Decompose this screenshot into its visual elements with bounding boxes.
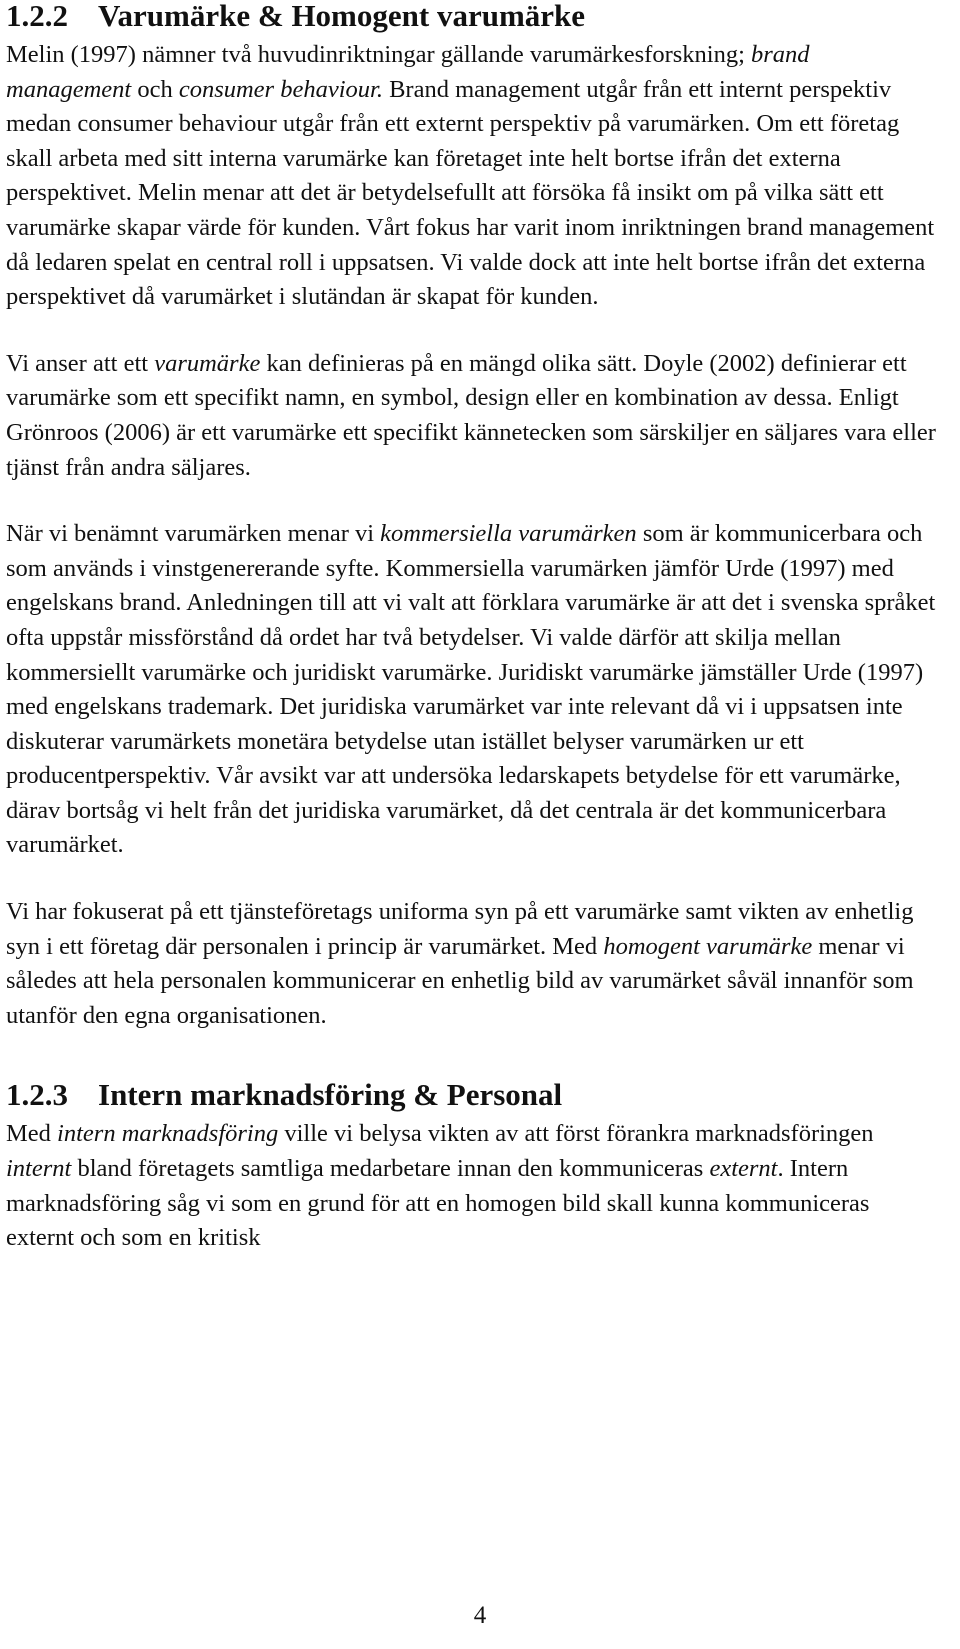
term-varumarke: varumärke (154, 349, 261, 377)
term-homogent-varumarke: homogent varumärke (603, 932, 813, 960)
section-title: Varumärke & Homogent varumärke (98, 0, 586, 33)
paragraph-brand-definition: Vi anser att ett varumärke kan definieras på en mängd olika sätt. Doyle (2002) definierar ett varumärke som ett specifikt namn, en symbol, design eller en kombination av dessa. Enligt Grönroos (2006) är ett varumärke ett specifikt kännetecken som särskiljer en säljares vara eller tjänst från andra säljares. (6, 349, 936, 481)
paragraph-brand-research: Melin (1997) nämner två huvudinriktningar gällande varumärkesforskning; brand management och consumer behaviour. Brand management utgår från ett internt perspektiv medan consumer behaviour utgår från ett externt perspektiv på varumärken. Om ett företag skall arbeta med sitt interna varumärke kan företaget inte helt bortse ifrån det externa perspektivet. Melin menar att det är betydelsefullt att försöka få insikt om på vilka sätt ett varumärke skapar värde för kunden. Vårt fokus har varit inom inriktningen brand management då ledaren spelat en central roll i uppsatsen. Vi valde dock att inte helt bortse ifrån det externa perspektivet då varumärket i slutändan är skapat för kunden. (6, 41, 935, 311)
section-title: Intern marknadsföring & Personal (98, 1077, 563, 1113)
term-internt: internt (6, 1155, 72, 1183)
section-number: 1.2.3 (6, 1077, 68, 1113)
paragraph-homogeneous-brand: Vi har fokuserat på ett tjänsteföretags uniforma syn på ett varumärke samt vikten av enhetlig syn i ett företag där personalen i princip är varumärket. Med homogent varumärke menar vi således att hela personalen kommunicerar en enhetlig bild av varumärket såväl innanför som utanför den egna organisationen. (6, 898, 914, 1029)
term-kommersiella-varumarken: kommersiella varumärken (380, 520, 637, 548)
section-number: 1.2.2 (6, 0, 68, 33)
paragraph-commercial-brands: När vi benämnt varumärken menar vi kommersiella varumärken som är kommunicerbara och som används i vinstgenererande syfte. Kommersiella varumärken jämför Urde (1997) med engelskans brand. Anledningen till att vi valt att förklara varumärke är att det i svenska språket ofta uppstår missförstånd då ordet har två betydelser. Vi valde därför att skilja mellan kommersiellt varumärke och juridiskt varumärke. Juridiskt varumärke jämställer Urde (1997) med engelskans trademark. Det juridiska varumärket var inte relevant då vi i uppsatsen inte diskuterar varumärkets monetära betydelse utan istället belyser varumärken ur ett producentperspektiv. Vår avsikt var att undersöka ledarskapets betydelse för ett varumärke, därav bortsåg vi helt från det juridiska varumärket, då det centrala är det kommunicerbara varumärket. (6, 520, 936, 859)
term-intern-marknadsforing: intern marknadsföring (57, 1120, 279, 1148)
page-number: 4 (473, 1602, 487, 1629)
term-consumer-behaviour: consumer behaviour. (178, 75, 383, 103)
term-brand-management: brand management (6, 41, 810, 103)
paragraph-internal-marketing: Med intern marknadsföring ville vi belysa vikten av att först förankra marknadsföringen internt bland företagets samtliga medarbetare innan den kommuniceras externt. Intern marknadsföring såg vi som en grund för att en homogen bild skall kunna kommuniceras externt och som en kritisk (6, 1120, 874, 1252)
term-externt: externt (709, 1155, 778, 1183)
section-heading-1-2-3 (6, 1077, 936, 1113)
section-heading-1-2-2 (6, 0, 936, 34)
